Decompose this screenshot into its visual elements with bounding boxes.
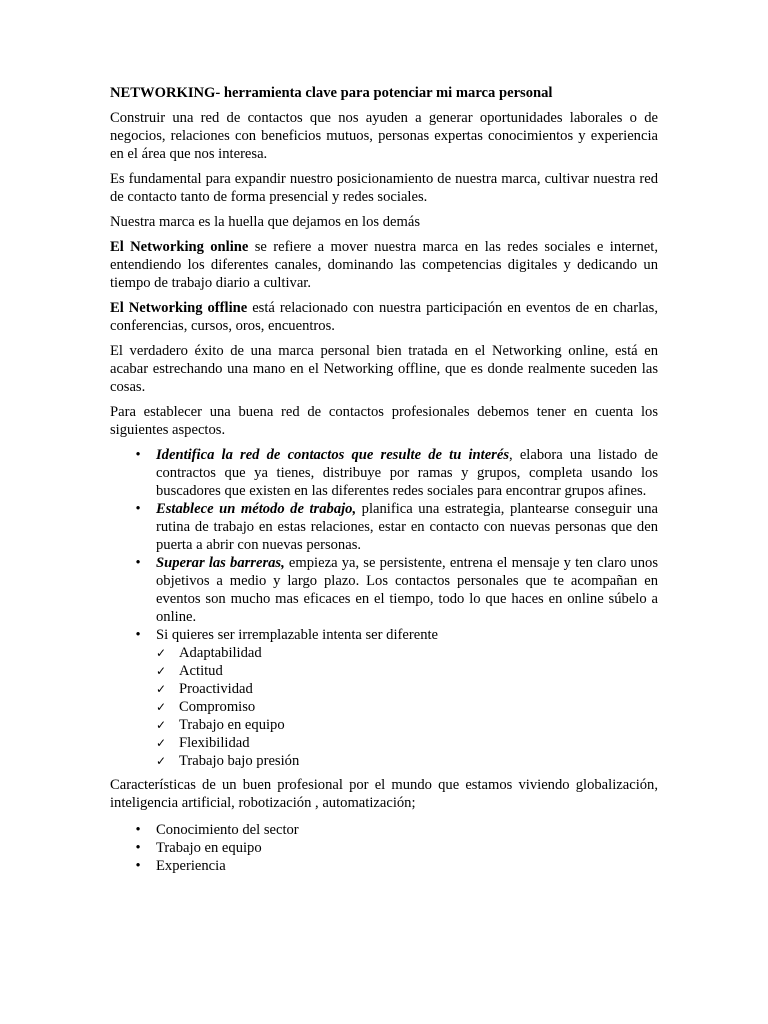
networking-offline-text: está relacionado con nuestra participación en eventos de en charlas, conferencias, cursos, oros, encuentros. (110, 300, 658, 334)
document-title: NETWORKING- herramienta clave para potenciar mi marca personal (110, 85, 553, 101)
bullet-icon: • (135, 447, 141, 463)
paragraph-positioning: Es fundamental para expandir nuestro posicionamiento de nuestra marca, cultivar nuestra red de contacto tanto de forma presencial y redes sociales. (110, 171, 658, 205)
bullet-icon: • (135, 840, 141, 856)
list-item (110, 821, 658, 839)
list-item-heading: Identifica la red de contactos que resulte de tu interés (156, 447, 510, 463)
checklist-item (156, 644, 658, 662)
checkmark-icon: ✓ (156, 646, 167, 660)
list-item (110, 857, 658, 875)
bullet-icon: • (135, 555, 141, 571)
checklist-item-label: Compromiso (179, 699, 256, 715)
list-item-text: Experiencia (156, 858, 226, 874)
list-item-heading: Establece un método de trabajo, (156, 501, 357, 517)
list-item (110, 500, 658, 554)
checklist-item-label: Actitud (179, 663, 223, 679)
aspects-list (110, 446, 658, 770)
traits-list (110, 821, 658, 875)
list-item (110, 839, 658, 857)
networking-online-term: El Networking online (110, 239, 249, 255)
list-item-text: Trabajo en equipo (156, 840, 262, 856)
bullet-icon: • (135, 501, 141, 517)
checklist-item-label: Adaptabilidad (179, 645, 262, 661)
checklist-item-label: Proactividad (179, 681, 253, 697)
paragraph-networking-offline (110, 299, 658, 335)
qualities-checklist (156, 644, 658, 770)
bullet-icon: • (135, 627, 141, 643)
bullet-icon: • (135, 822, 141, 838)
list-item-text: planifica una estrategia, plantearse conseguir una rutina de trabajo en estas relaciones, estar en contacto con nuevas personas que den puerta a abrir con nuevas personas. (156, 501, 658, 553)
paragraph-professional-traits: Características de un buen profesional por el mundo que estamos viviendo globalización, inteligencia artificial, robotización , automatización; (110, 777, 658, 811)
bullet-icon: • (135, 858, 141, 874)
list-item (110, 626, 658, 770)
paragraph-networking-online (110, 238, 658, 292)
checklist-item (156, 734, 658, 752)
checklist-item-label: Trabajo en equipo (179, 717, 285, 733)
list-item-heading: Superar las barreras, (156, 555, 285, 571)
checkmark-icon: ✓ (156, 682, 167, 696)
checklist-item (156, 698, 658, 716)
checklist-item-label: Trabajo bajo presión (179, 753, 300, 769)
paragraph-intro: Construir una red de contactos que nos ayuden a generar oportunidades laborales o de negocios, relaciones con beneficios mutuos, personas expertas conocimientos y experiencia en el área que nos interesa. (110, 110, 658, 162)
checkmark-icon: ✓ (156, 700, 167, 714)
list-item (110, 446, 658, 500)
checklist-item (156, 752, 658, 770)
networking-online-text: se refiere a mover nuestra marca en las redes sociales e internet, entendiendo los diferentes canales, dominando las competencias digitales y dedicando un tiempo de trabajo diario a cultivar. (110, 239, 658, 291)
checkmark-icon: ✓ (156, 664, 167, 678)
checklist-item (156, 662, 658, 680)
paragraph-success: El verdadero éxito de una marca personal bien tratada en el Networking online, está en acabar estrechando una mano en el Networking offline, que es donde realmente suceden las cosas. (110, 343, 658, 395)
networking-offline-term: El Networking offline (110, 300, 248, 316)
checkmark-icon: ✓ (156, 736, 167, 750)
list-item (110, 554, 658, 626)
checklist-item (156, 680, 658, 698)
paragraph-brand-footprint: Nuestra marca es la huella que dejamos en los demás (110, 214, 421, 230)
paragraph-aspects: Para establecer una buena red de contactos profesionales debemos tener en cuenta los siguientes aspectos. (110, 404, 658, 438)
list-item-text: Si quieres ser irremplazable intenta ser diferente (156, 627, 439, 643)
document-page (110, 84, 658, 881)
checklist-item-label: Flexibilidad (179, 735, 250, 751)
checklist-item (156, 716, 658, 734)
list-item-text: , elabora una listado de contractos que ya tienes, distribuye por ramas y grupos, completa usando los buscadores que existen en las diferentes redes sociales para encontrar grupos afines. (156, 447, 658, 499)
list-item-text: Conocimiento del sector (156, 822, 299, 838)
list-item-text: empieza ya, se persistente, entrena el mensaje y ten claro unos objetivos a medio y largo plazo. Los contactos personales que te acompañan en eventos son mucho mas eficaces en el tiempo, todo lo que haces en online súbelo a online. (156, 555, 658, 625)
checkmark-icon: ✓ (156, 754, 167, 768)
checkmark-icon: ✓ (156, 718, 167, 732)
